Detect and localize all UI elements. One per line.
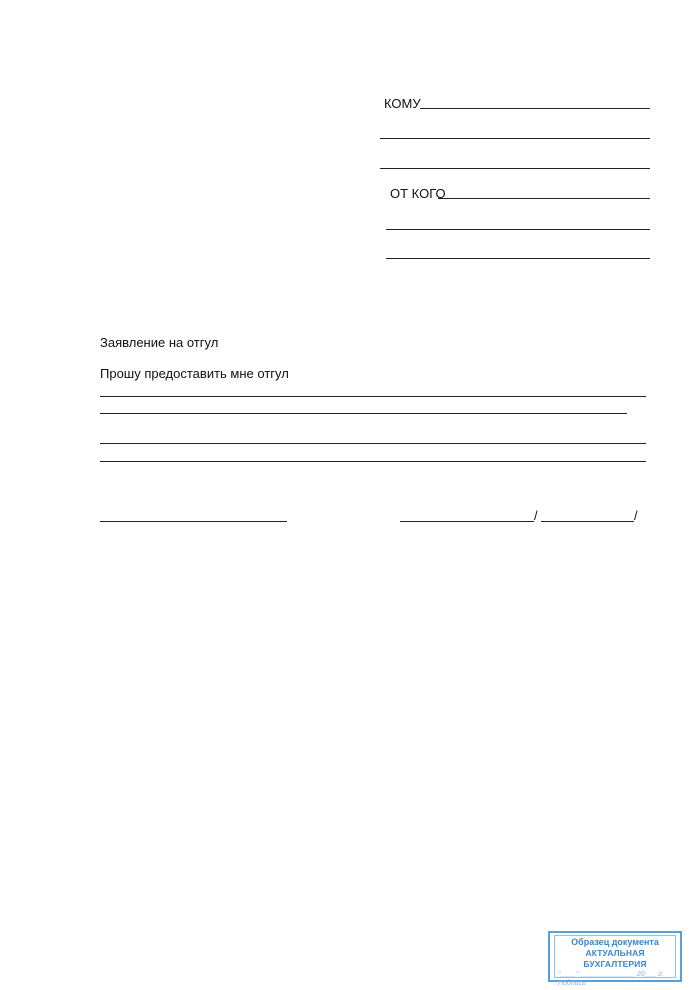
from-line-2[interactable] xyxy=(386,229,650,230)
signature-separator-1: / xyxy=(534,508,538,523)
signature-separator-2: / xyxy=(634,508,638,523)
request-line-3[interactable] xyxy=(100,443,646,444)
from-line-3[interactable] xyxy=(386,258,650,259)
stamp-line-3: "____" ______________ 20___ г. xyxy=(558,971,664,978)
to-line-2[interactable] xyxy=(380,138,650,139)
to-label: КОМУ xyxy=(384,96,421,111)
from-label: ОТ КОГО xyxy=(390,186,446,201)
stamp-line-1: Образец документа xyxy=(571,937,659,947)
request-line-4[interactable] xyxy=(100,461,646,462)
name-line[interactable] xyxy=(541,521,634,522)
sample-stamp xyxy=(548,931,682,987)
request-text: Прошу предоставить мне отгул xyxy=(100,366,289,381)
stamp-line-2: АКТУАЛЬНАЯ БУХГАЛТЕРИЯ xyxy=(583,948,647,969)
to-line-3[interactable] xyxy=(380,168,650,169)
signature-line[interactable] xyxy=(400,521,534,522)
request-line-1[interactable] xyxy=(100,396,646,397)
from-line-1[interactable] xyxy=(438,198,650,199)
to-line-1[interactable] xyxy=(420,108,650,109)
date-line[interactable] xyxy=(100,521,287,522)
stamp-line-4: Подпись xyxy=(558,980,586,987)
request-line-2[interactable] xyxy=(100,413,627,414)
document-title: Заявление на отгул xyxy=(100,335,219,350)
